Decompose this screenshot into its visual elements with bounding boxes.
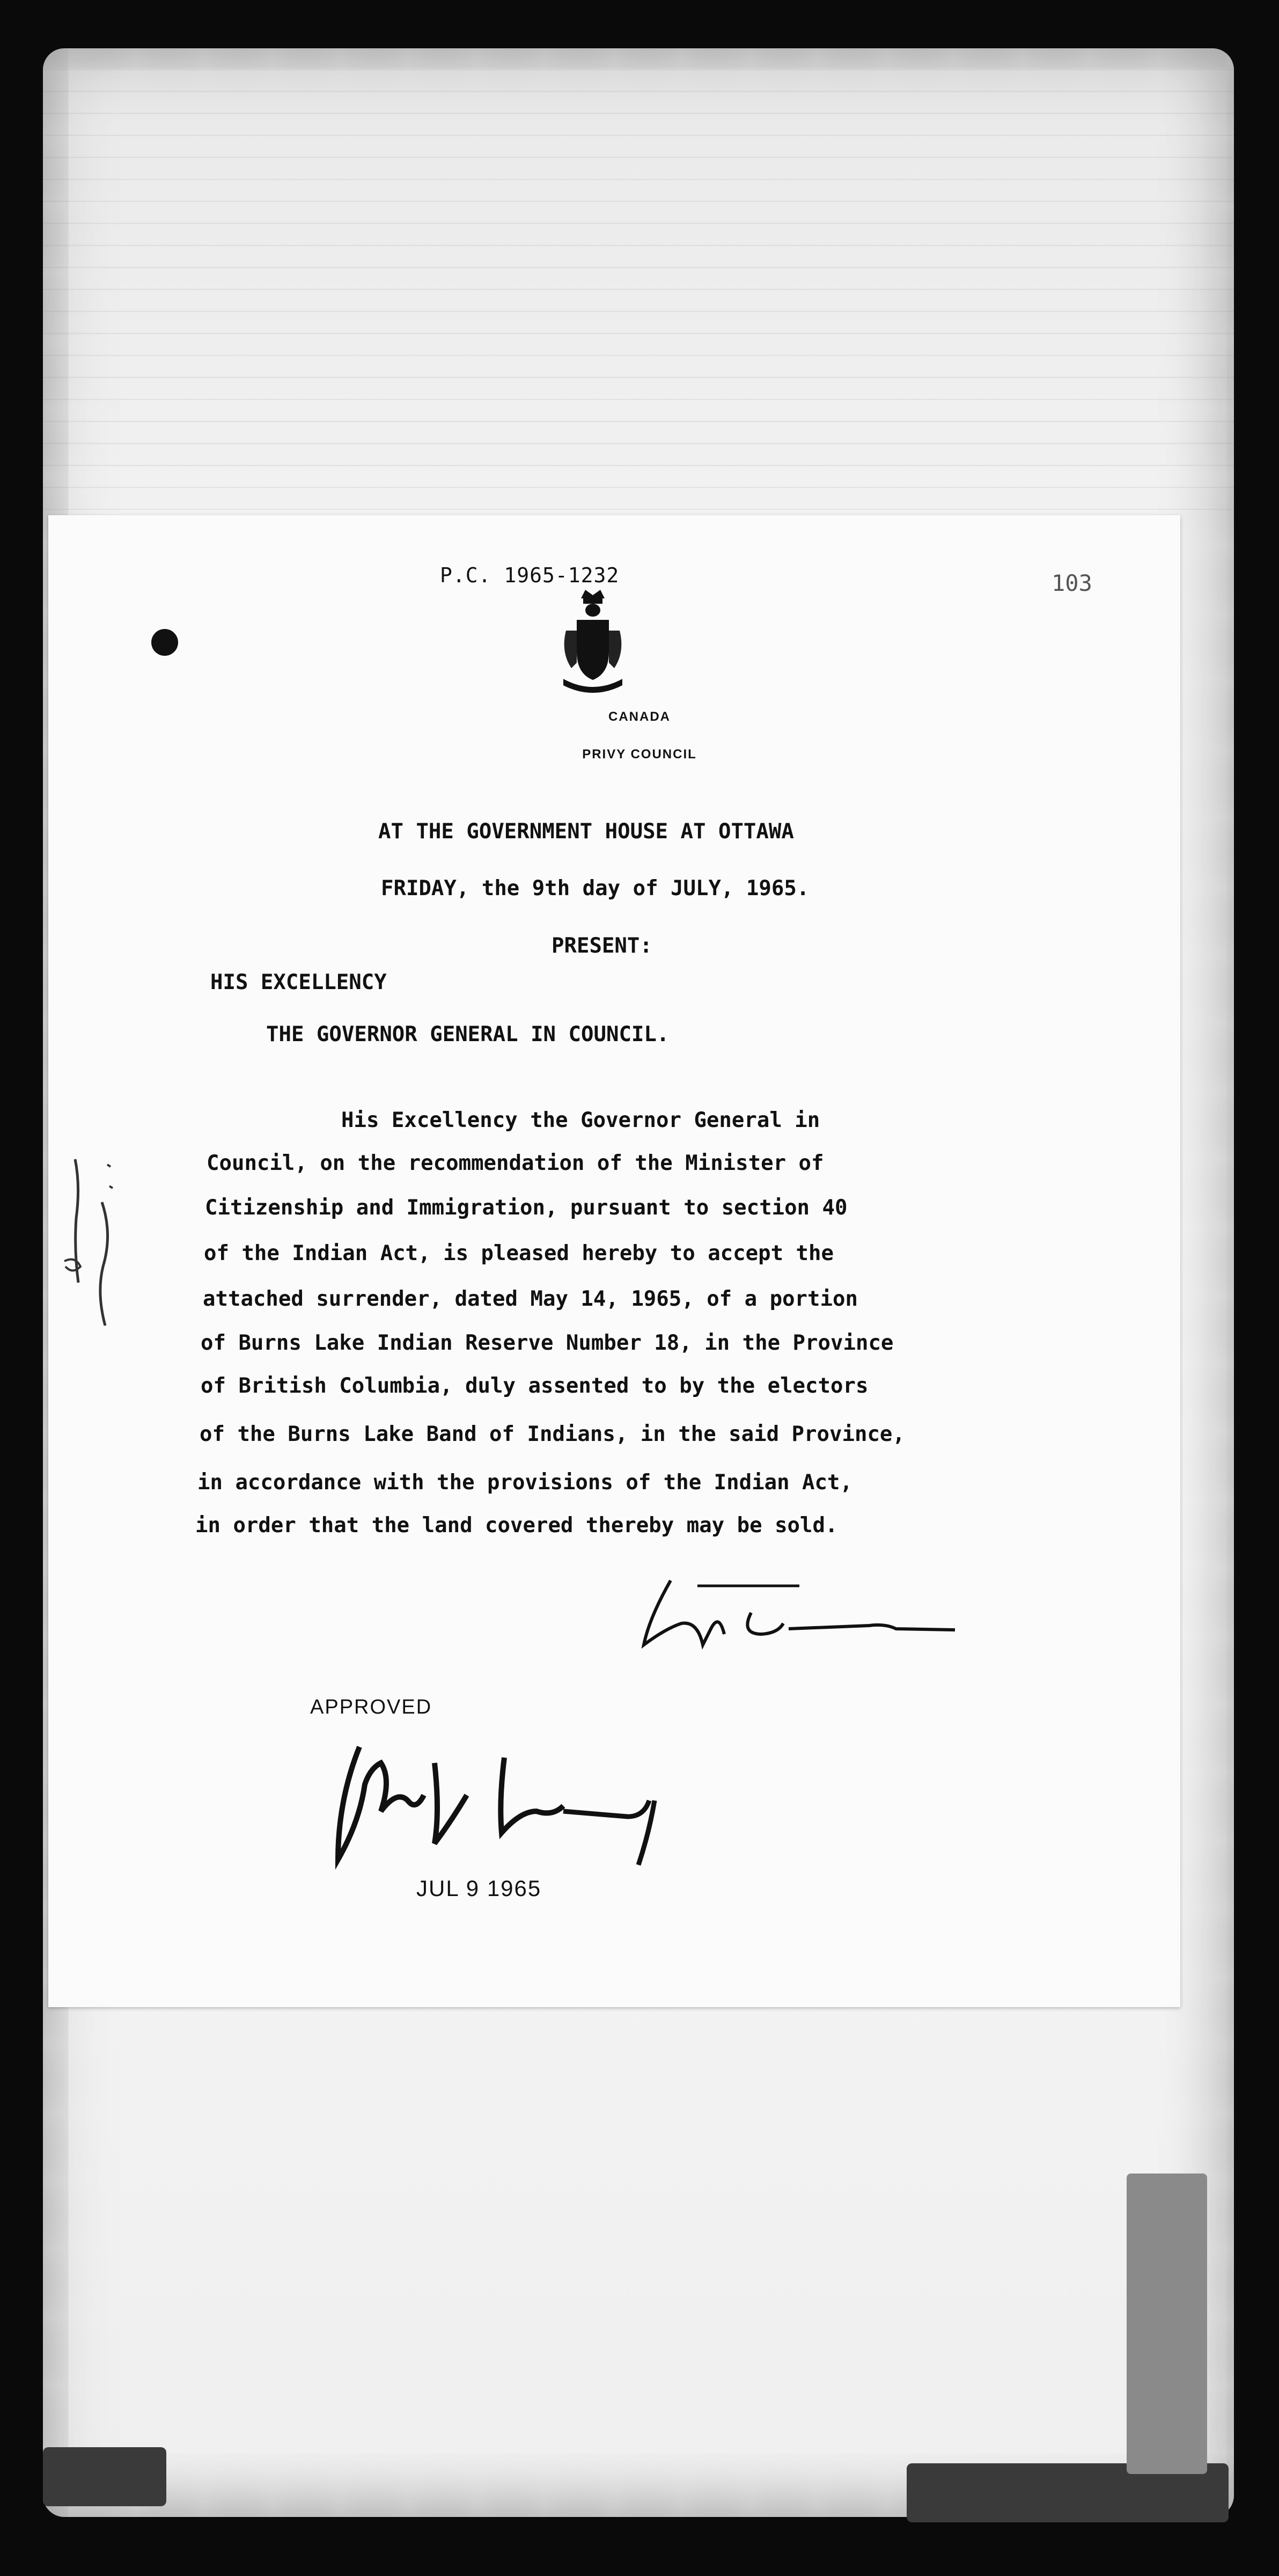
approval-date-stamp: JUL 9 1965	[416, 1876, 542, 1901]
microfilm-sheet	[43, 48, 1234, 2517]
film-edge-artifact-strip	[1127, 2174, 1207, 2474]
paragraph-line: attached surrender, dated May 14, 1965, of a portion	[203, 1287, 858, 1311]
paragraph-line: of Burns Lake Indian Reserve Number 18, in the Province	[201, 1331, 894, 1355]
council-label: PRIVY COUNCIL	[582, 747, 697, 762]
clerk-signature	[617, 1570, 960, 1661]
handwritten-margin-notes	[43, 1154, 134, 1336]
film-scratches	[43, 48, 1234, 510]
paragraph-line: His Excellency the Governor General in	[341, 1108, 820, 1132]
folio-number: 103	[1052, 570, 1092, 596]
approved-label: APPROVED	[310, 1696, 432, 1718]
paragraph-line: of the Indian Act, is pleased hereby to accept the	[204, 1241, 834, 1265]
paragraph-line: of the Burns Lake Band of Indians, in the said Province,	[200, 1422, 905, 1446]
present-line: PRESENT:	[552, 934, 652, 958]
punch-hole	[151, 629, 178, 656]
coat-of-arms-icon	[555, 588, 630, 700]
paragraph-line: Council, on the recommendation of the Minister of	[207, 1151, 824, 1175]
country-label: CANADA	[608, 709, 671, 724]
governor-general-signature	[327, 1736, 671, 1870]
paragraph-line: of British Columbia, duly assented to by the electors	[201, 1374, 869, 1398]
order-number: P.C. 1965-1232	[440, 564, 620, 587]
location-line: AT THE GOVERNMENT HOUSE AT OTTAWA	[378, 819, 794, 844]
date-line: FRIDAY, the 9th day of JULY, 1965.	[381, 876, 810, 901]
paragraph-line: in order that the land covered thereby may be sold.	[195, 1513, 838, 1538]
film-edge-artifact-left	[43, 2447, 166, 2506]
paragraph-line: Citizenship and Immigration, pursuant to section 40	[205, 1196, 848, 1220]
excellency-line: HIS EXCELLENCY	[210, 970, 387, 994]
paragraph-line: in accordance with the provisions of the Indian Act,	[197, 1470, 852, 1495]
governor-line: THE GOVERNOR GENERAL IN COUNCIL.	[266, 1022, 670, 1046]
